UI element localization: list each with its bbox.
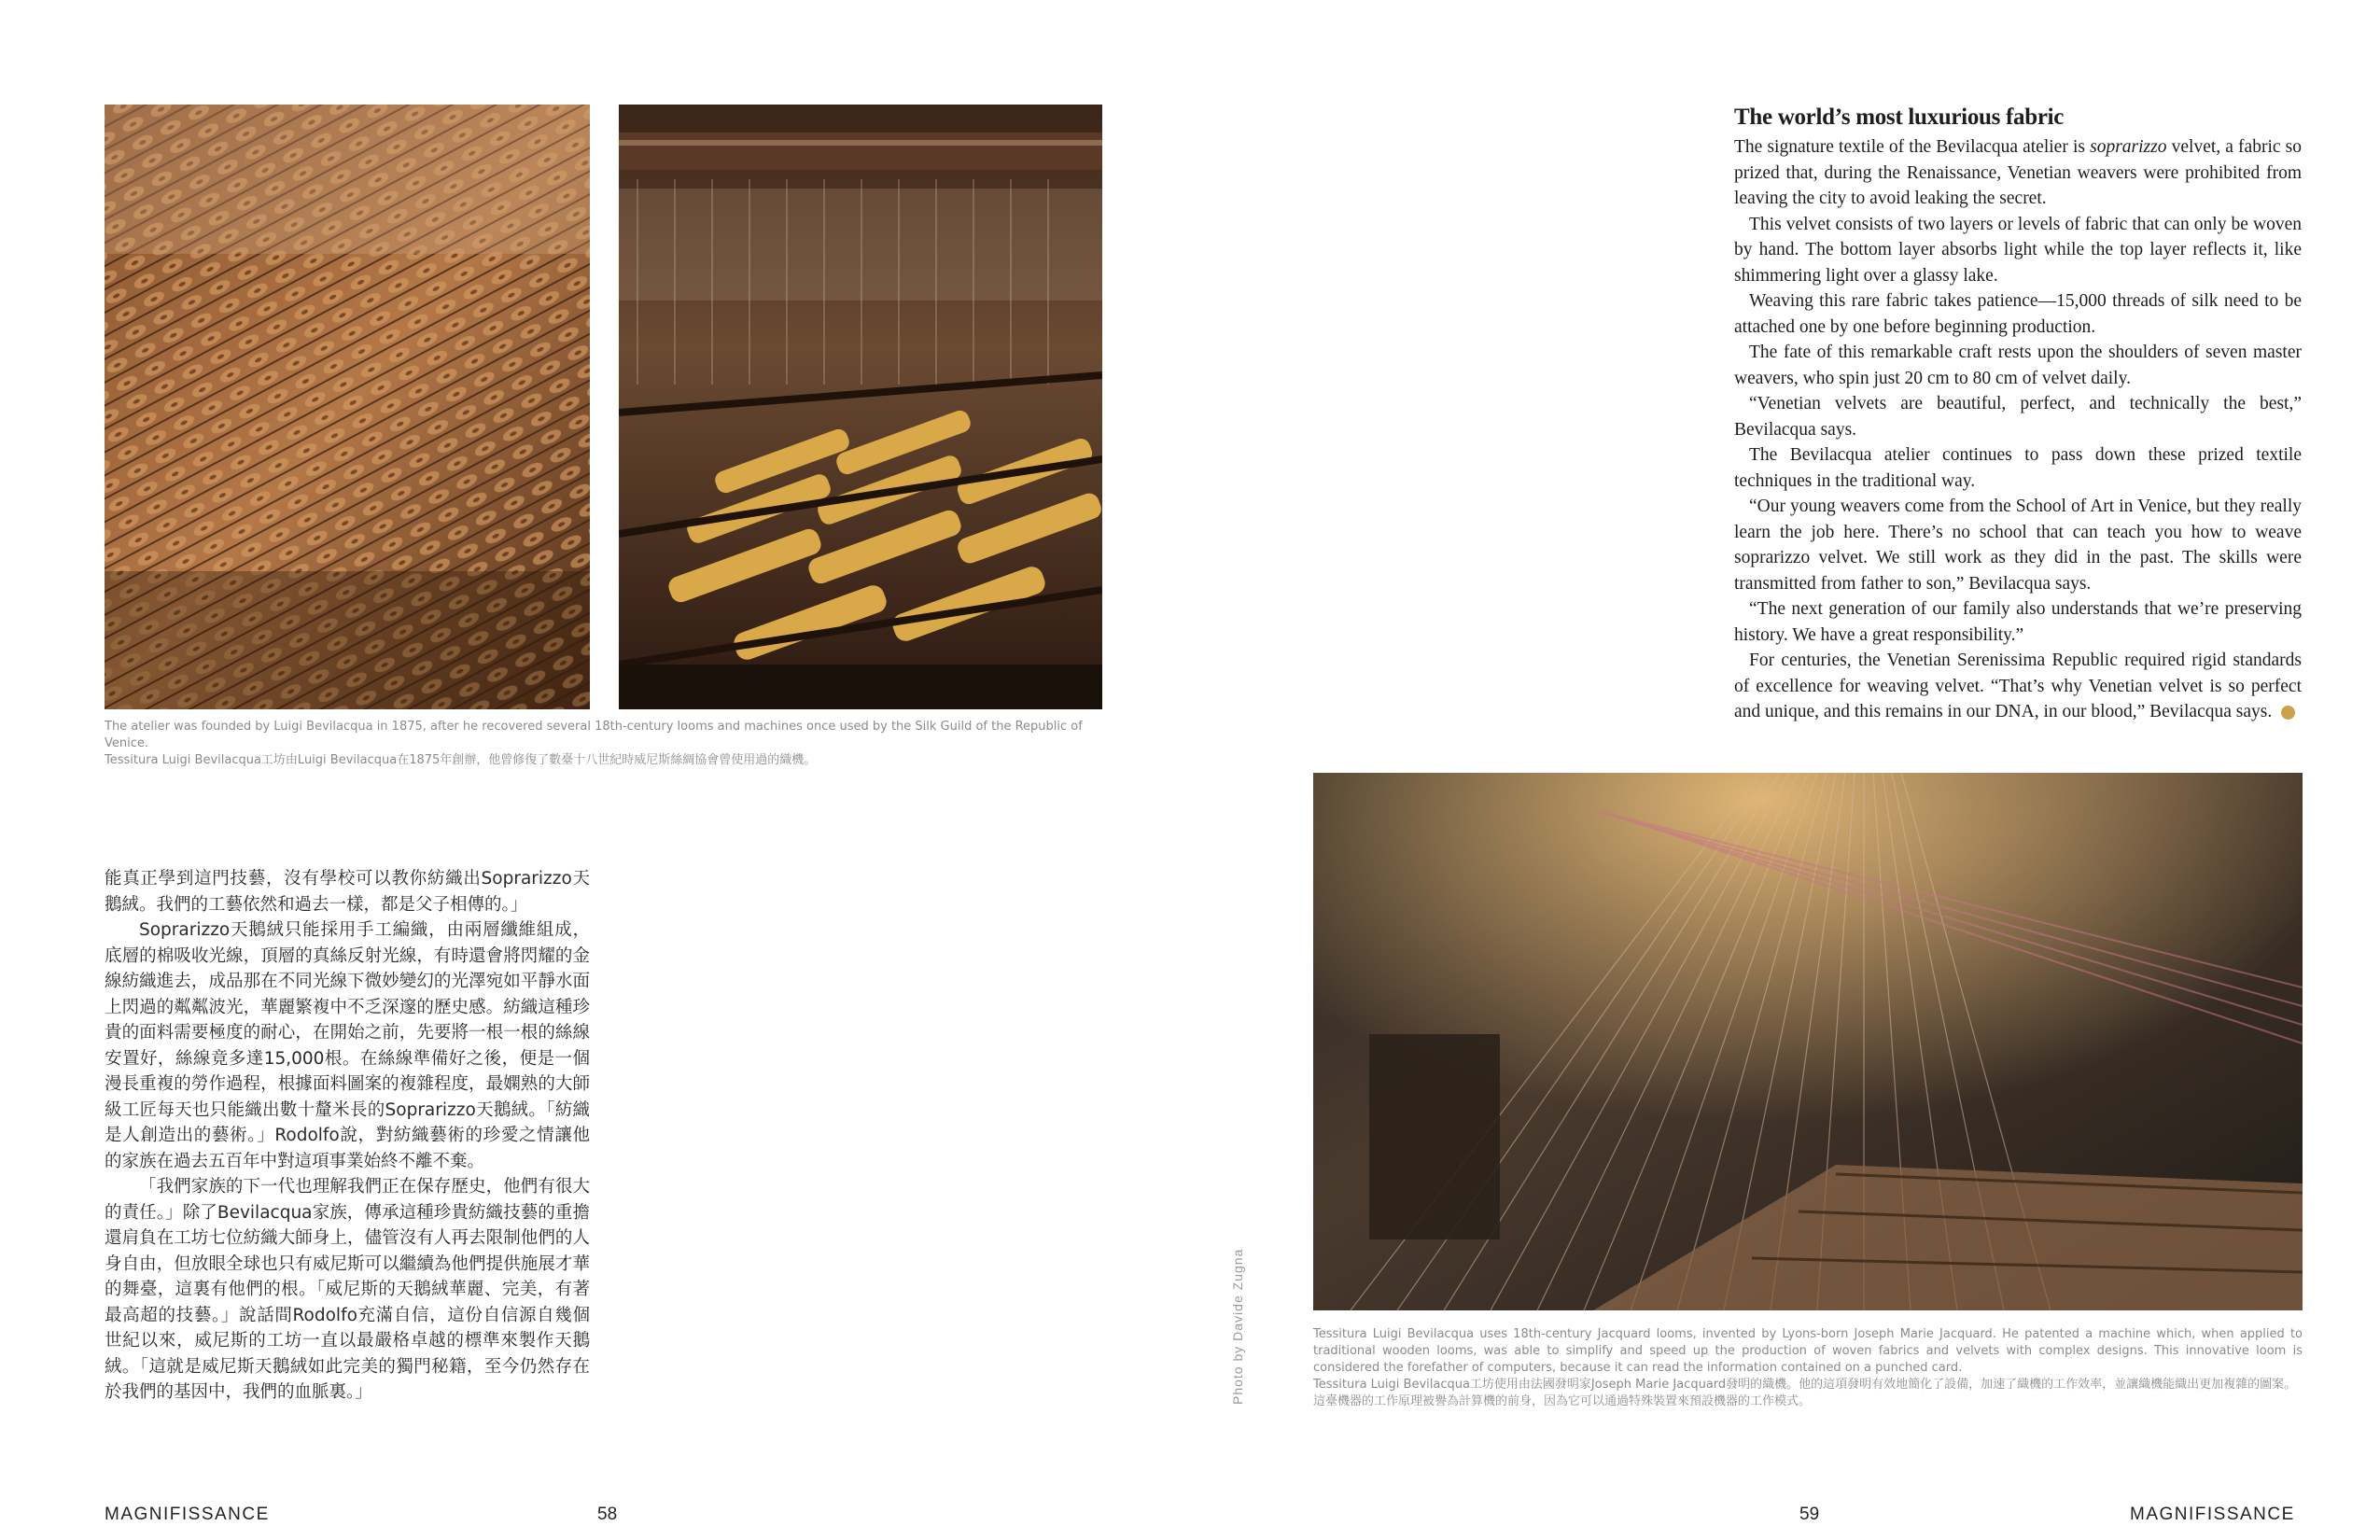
english-article [1734,103,2302,725]
photo-jacquard-loom [1313,773,2303,1310]
photo-caption-right [1313,1326,2303,1410]
caption-english: Tessitura Luigi Bevilacqua uses 18th-century Jacquard looms, invented by Lyons-born Joseph Marie Jacquard. He patented a machine which, when applied to traditional wooden looms, was able to simplify and speed up the production of woven fabrics and velvets with complex designs. This innovative loom is considered the forefather of computers, because it can read the information contained on a punched card. [1313,1327,2303,1375]
footer-brand-left: MAGNIFISSANCE [105,1505,270,1524]
en-paragraph-9: For centuries, the Venetian Serenissima Republic required rigid standards of excellence for weaving velvet. “That’s why Venetian velvet is so perfect and unique, and this remains in our DNA, in our blood,” Bevilacqua says. [1734,651,2302,721]
photo-copper-bobbins [105,105,590,709]
en-paragraph-1: The signature textile of the Bevilacqua atelier is soprarizzo velvet, a fabric so prized that, during the Renaissance, Venetian weavers were prohibited from leaving the city to avoid leaking the secret. [1734,137,2303,208]
caption-chinese: Tessitura Luigi Bevilacqua工坊由Luigi Bevilacqua在1875年創辦，他曾修復了數臺十八世紀時威尼斯絲綢協會曾使用過的織機。 [105,753,817,767]
chinese-body-text [105,866,590,1406]
photo-credit: Photo by Davide Zugna [1230,1248,1245,1405]
zh-paragraph-2: Soprarizzo天鵝絨只能採用手工編織，由兩層纖維組成，底層的棉吸收光線，頂層的真絲反射光線，有時還會將閃耀的金線紡織進去，成品那在不同光線下微妙變幻的光澤宛如平靜水面上閃過的粼粼波光，華麗繁複中不乏深邃的歷史感。紡織這種珍貴的面料需要極度的耐心，在開始之前，先要將一根一根的絲線安置好，絲線竟多達15,000根。在絲線準備好之後，便是一個漫長重複的勞作過程，根據面料圖案的複雜程度，最嫻熟的大師級工匠每天也只能織出數十釐米長的Soprarizzo天鵝絨。「紡織是人創造出的藝術。」Rodolfo說，對紡織藝術的珍愛之情讓他的家族在過去五百年中對這項事業始終不離不棄。 [105,920,590,1171]
en-paragraph-2: This velvet consists of two layers or levels of fabric that can only be woven by hand. The bottom layer absorbs light while the top layer reflects it, like shimmering light over a glassy lake. [1734,214,2302,286]
zh-paragraph-3: 「我們家族的下一代也理解我們正在保存歷史，他們有很大的責任。」除了Bevilacqua家族，傳承這種珍貴紡織技藝的重擔還肩負在工坊七位紡織大師身上，儘管沒有人再去限制他們的人身自由，但放眼全球也只有威尼斯可以繼續為他們提供施展才華的舞臺，這裏有他們的根。「威尼斯的天鵝絨華麗、完美，有著最高超的技藝。」說話間Rodolfo充滿自信，這份自信源自幾個世紀以來，威尼斯的工坊一直以最嚴格卓越的標準來製作天鵝絨。「這就是威尼斯天鵝絨如此完美的獨門秘籍，至今仍然存在於我們的基因中，我們的血脈裏。」 [105,1177,590,1402]
photo-caption-left [105,719,1113,769]
en-paragraph-6: The Bevilacqua atelier continues to pass down these prized textile techniques in the traditional way. [1734,445,2302,491]
en-paragraph-8: “The next generation of our family also understands that we’re preserving history. We have a great responsibility.” [1734,599,2302,645]
en-paragraph-7: “Our young weavers come from the School of Art in Venice, but they really learn the job here. There’s no school that can teach you how to weave soprarizzo velvet. We still work as they did in the past. The skills were transmitted from father to son,” Bevilacqua says. [1734,497,2302,594]
en-paragraph-4: The fate of this remarkable craft rests upon the shoulders of seven master weavers, who spin just 20 cm to 80 cm of velvet daily. [1734,343,2302,388]
caption-chinese: Tessitura Luigi Bevilacqua工坊使用由法國發明家Joseph Marie Jacquard發明的織機。他的這項發明有效地簡化了設備，加速了織機的工作效率，並讓織機能織出更加複雜的圖案。這臺機器的工作原理被譽為計算機的前身，因為它可以通過特殊裝置來預設機器的工作模式。 [1313,1378,2297,1408]
en-paragraph-5: “Venetian velvets are beautiful, perfect, and technically the best,” Bevilacqua says. [1734,394,2302,440]
caption-english: The atelier was founded by Luigi Bevilacqua in 1875, after he recovered several 18th-century looms and machines once used by the Silk Guild of the Republic of Venice. [105,720,1083,750]
page-number-right: 59 [1799,1505,1820,1524]
footer-brand-right: MAGNIFISSANCE [2130,1505,2295,1524]
page-number-left: 58 [597,1505,618,1524]
article-heading: The world’s most luxurious fabric [1734,105,2065,130]
photo-golden-spools-loom [619,105,1102,709]
zh-paragraph-1: 能真正學到這門技藝，沒有學校可以教你紡織出Soprarizzo天鵝絨。我們的工藝依然和過去一樣，都是父子相傳的。」 [105,869,590,915]
end-of-article-mark [2281,706,2295,720]
en-paragraph-3: Weaving this rare fabric takes patience—15,000 threads of silk need to be attached one by one before beginning production. [1734,291,2302,337]
